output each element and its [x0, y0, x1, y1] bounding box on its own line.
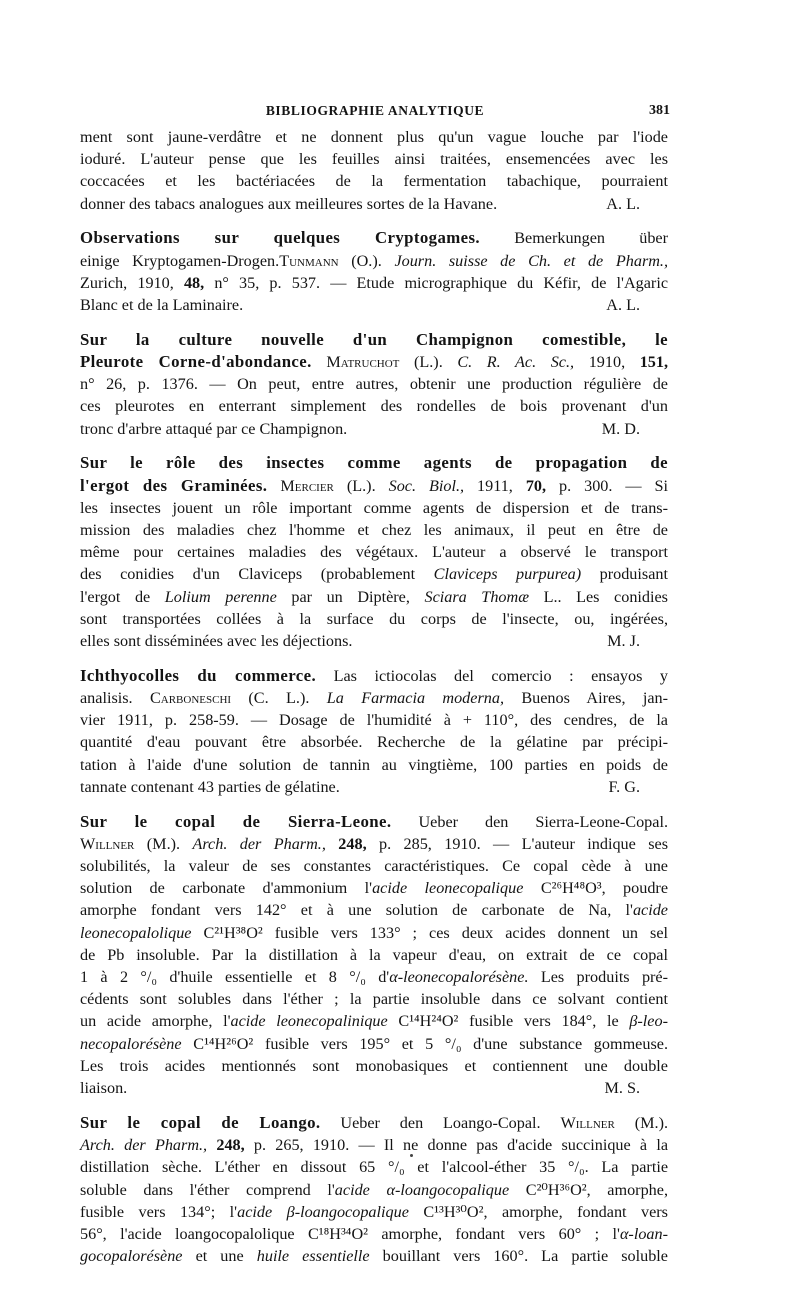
text-line: n° 26, p. 1376. — On peut, entre autres, obtenir une production régulière de	[80, 375, 668, 394]
text-line: tronc d'arbre attaqué par ce Champignon. M. D.	[80, 418, 668, 440]
text-line: des conidies d'un Claviceps (probablement Claviceps purpurea) produisant	[80, 565, 668, 584]
reviewer-initials: M. S.	[604, 1079, 640, 1098]
text-line: analisis. Carboneschi (C. L.). La Farmacia moderna, Buenos Aires, jan-	[80, 689, 669, 708]
text-line: tation à l'aide d'une solution de tannin au vingtième, 100 parties en poids de	[80, 755, 668, 774]
text-line: même pour certaines maladies des végétaux. L'auteur a observé le transport	[80, 543, 668, 562]
text-line: sont transportées collées à la surface du corps de l'insecte, ou, ingérées,	[80, 609, 668, 628]
journal-name: Journ. suisse de Ch. et de Pharm.,	[394, 251, 669, 270]
text-line: mission des maladies chez l'homme et chez les animaux, il peut en être de	[80, 521, 668, 540]
text-line: l'ergot de Lolium perenne par un Diptère, Sciara Thomæ L.. Les conidies	[80, 587, 668, 606]
author-name: Matruchot	[326, 353, 400, 372]
text-line: ment sont jaune-verdâtre et ne donnent plus qu'un vague louche par l'iode	[80, 128, 668, 146]
text-line: liaison. M. S.	[80, 1077, 668, 1099]
text-line: leonecopalolique C²¹H³⁸O² fusible vers 133° ; ces deux acides donnent un sel	[80, 923, 668, 942]
text-line: elles sont disséminées avec les déjections. M. J.	[80, 630, 668, 652]
text-line: les insectes jouent un rôle important comme agents de dispersion et de trans-	[80, 498, 668, 517]
text-line: Willner (M.). Arch. der Pharm., 248, p. 285, 1910. — L'auteur indique ses	[80, 834, 669, 853]
text-line: necopalorésène C¹⁴H²⁶O² fusible vers 195° et 5 °/₀ d'une substance gommeuse.	[80, 1034, 668, 1053]
text-line: einige Kryptogamen-Drogen.Tunmann (O.). Journ. suisse de Ch. et de Pharm.,	[80, 251, 669, 270]
entry-title: Sur la culture nouvelle d'un Champignon comestible, le	[80, 329, 668, 349]
author-name: Willner	[560, 1113, 615, 1132]
text-line: solubilités, la valeur de ses constantes caractéristiques. Ce copal cède à une	[80, 857, 668, 876]
author-name: Willner	[80, 834, 135, 853]
reviewer-initials: A. L.	[606, 194, 640, 213]
entry-title: Sur le copal de Loango.	[80, 1112, 321, 1132]
text-line: donner des tabacs analogues aux meilleures sortes de la Havane. A. L.	[80, 193, 668, 215]
text-line: 56°, l'acide loangocopalolique C¹⁸H³⁴O² amorphe, fondant vers 60° ; l'α-loan-	[80, 1224, 668, 1243]
text-line: fusible vers 134°; l'acide β-loangocopalique C¹³H³⁰O², amorphe, fondant vers	[80, 1202, 668, 1221]
text-line: un acide amorphe, l'acide leonecopalinique C¹⁴H²⁴O² fusible vers 184°, le β-leo-	[80, 1012, 668, 1031]
reviewer-initials: A. L.	[606, 296, 640, 315]
text-line: tannate contenant 43 parties de gélatine. F. G.	[80, 776, 668, 798]
text-line: distillation sèche. L'éther en dissout 65 °/₀ et l'alcool-éther 35 °/₀. La partie	[80, 1158, 668, 1177]
entry-title: Ichthyocolles du commerce.	[80, 665, 317, 685]
author-name: Mercier	[280, 476, 334, 495]
text-line: de Pb insoluble. Par la distillation à la vapeur d'eau, on extrait de ce copal	[80, 945, 668, 964]
text-line: vier 1911, p. 258-59. — Dosage de l'humidité à + 110°, des cendres, de la	[80, 711, 668, 730]
review-entry	[80, 665, 668, 798]
text-line: Observations sur quelques Cryptogames. Bemerkungen über	[80, 228, 668, 248]
review-entry	[80, 452, 668, 652]
review-entry	[80, 811, 668, 1100]
text-line: amorphe fondant vers 142° et à une solution de carbonate de Na, l'acide	[80, 901, 668, 920]
print-speck	[410, 1154, 413, 1157]
text-line: Blanc et de la Laminaire. A. L.	[80, 294, 668, 316]
page-number: 381	[649, 103, 670, 118]
text-line: solution de carbonate d'ammonium l'acide leonecopalique C²⁶H⁴⁸O³, poudre	[80, 879, 669, 898]
text-line: Sur le copal de Loango. Ueber den Loango-Copal. Willner (M.).	[80, 1112, 669, 1132]
entry-title: Sur le rôle des insectes comme agents de propagation de	[80, 453, 668, 473]
review-entry	[80, 1112, 668, 1267]
text-line: ioduré. L'auteur pense que les feuilles ainsi traitées, ensemencées avec les	[80, 150, 668, 169]
review-entry	[80, 126, 668, 215]
reviewer-initials: M. D.	[601, 419, 640, 438]
text-line: 1 à 2 °/₀ d'huile essentielle et 8 °/₀ d'α-leonecopalorésène. Les produits pré-	[80, 968, 669, 987]
author-name: Tunmann	[279, 251, 339, 270]
text-line: quantité d'eau pouvant être absorbée. Recherche de la gélatine par précipi-	[80, 733, 668, 752]
text-line: soluble dans l'éther comprend l'acide α-loangocopalique C²⁰H³⁶O², amorphe,	[80, 1180, 668, 1199]
page-body	[80, 126, 668, 1267]
text-line: Ichthyocolles du commerce. Las ictiocolas del comercio : ensayos y	[80, 665, 668, 685]
text-line: Les trois acides mentionnés sont monobasiques et contiennent une double	[80, 1056, 668, 1075]
text-line: cédents sont solubles dans l'éther ; la partie insoluble dans ce solvant contient	[80, 990, 668, 1009]
text-line: l'ergot des Graminées. Mercier (L.). Soc. Biol., 1911, 70, p. 300. — Si	[80, 475, 669, 495]
review-entry	[80, 329, 668, 440]
entry-title: Observations sur quelques Cryptogames.	[80, 228, 480, 248]
text-line: Pleurote Corne-d'abondance. Matruchot (L.). C. R. Ac. Sc., 1910, 151,	[80, 352, 669, 372]
text-line: Sur le copal de Sierra-Leone. Ueber den Sierra-Leone-Copal.	[80, 811, 669, 831]
review-entry	[80, 227, 668, 316]
reviewer-initials: M. J.	[607, 632, 640, 651]
reviewer-initials: F. G.	[608, 777, 640, 796]
text-line: coccacées et les bactériacées de la fermentation tabachique, pourraient	[80, 172, 668, 191]
author-name: Carboneschi	[149, 689, 232, 708]
text-line: ces pleurotes en enterrant simplement des rondelles de bois provenant d'un	[80, 397, 668, 416]
text-line: gocopalorésène et une huile essentielle bouillant vers 160°. La partie soluble	[80, 1247, 668, 1266]
running-title: BIBLIOGRAPHIE ANALYTIQUE	[265, 103, 485, 118]
entry-title: Sur le copal de Sierra-Leone.	[80, 811, 392, 831]
running-header	[80, 100, 670, 122]
text-line: Arch. der Pharm., 248, p. 265, 1910. — Il ne donne pas d'acide succinique à la	[80, 1136, 669, 1155]
text-line: Zurich, 1910, 48, n° 35, p. 537. — Etude micrographique du Kéfir, de l'Agaric	[80, 273, 669, 292]
